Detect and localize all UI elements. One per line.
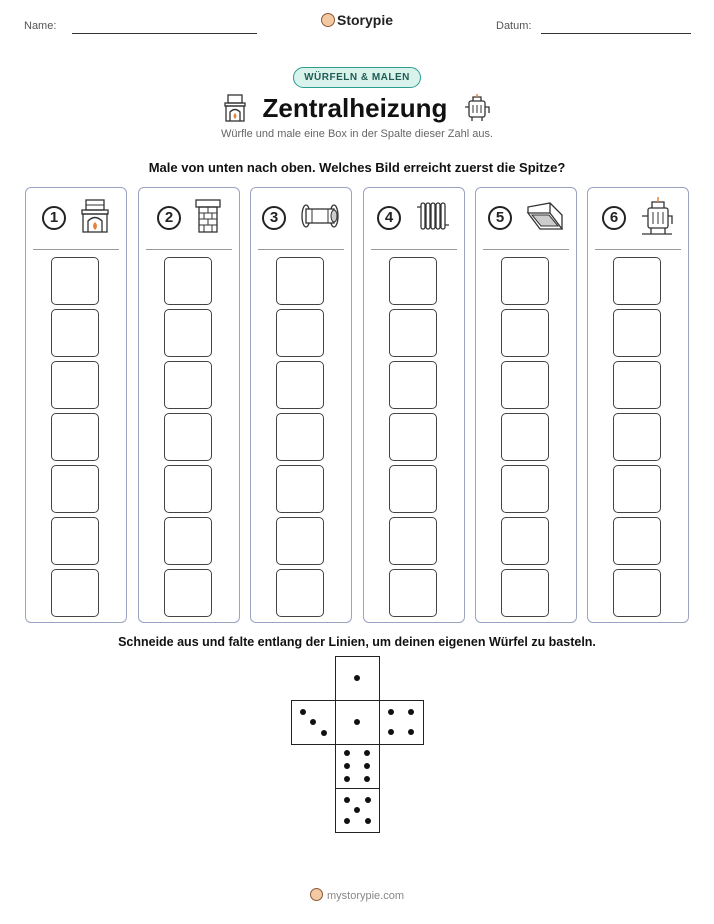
name-line[interactable] [72,33,257,34]
color-box[interactable] [276,257,324,305]
color-box[interactable] [164,413,212,461]
color-box[interactable] [51,309,99,357]
color-box[interactable] [501,413,549,461]
color-box[interactable] [164,517,212,565]
color-box[interactable] [501,465,549,513]
cut-instruction: Schneide aus und falte entlang der Linien, um deinen eigenen Würfel zu basteln. [118,635,596,649]
die-face-3 [291,700,336,745]
color-box[interactable] [51,465,99,513]
column-2 [138,187,240,623]
die-pip [364,776,370,782]
die-pip [408,729,414,735]
column-number: 6 [602,206,626,230]
die-pip [354,719,360,725]
column-5 [475,187,577,623]
die-face-4 [379,700,424,745]
die-pip [354,807,360,813]
column-divider [258,249,344,250]
fireplace-icon [80,199,110,238]
die-pip [344,763,350,769]
color-box[interactable] [501,517,549,565]
radiator-icon [415,201,451,236]
color-box[interactable] [51,361,99,409]
color-box[interactable] [276,569,324,617]
column-6 [587,187,689,623]
column-number: 2 [157,206,181,230]
column-divider [483,249,569,250]
column-number: 5 [488,206,512,230]
color-box[interactable] [389,517,437,565]
color-box[interactable] [389,413,437,461]
color-box[interactable] [51,569,99,617]
die-face-1 [335,700,380,745]
fireplace-icon [223,94,247,122]
color-box[interactable] [164,465,212,513]
instruction-text: Male von unten nach oben. Welches Bild erreicht zuerst die Spitze? [148,160,566,175]
die-pip [344,797,350,803]
page-title: Zentralheizung [262,92,448,123]
die-face-1 [335,656,380,701]
die-pip [354,675,360,681]
column-divider [33,249,119,250]
color-box[interactable] [164,361,212,409]
die-pip [388,729,394,735]
color-box[interactable] [501,569,549,617]
brand-name: Storypie [336,12,393,28]
color-box[interactable] [51,517,99,565]
color-box[interactable] [276,309,324,357]
color-box[interactable] [164,569,212,617]
die-pip [344,750,350,756]
color-box[interactable] [51,413,99,461]
date-label: Datum: [496,20,532,32]
color-box[interactable] [389,257,437,305]
die-face-5 [335,788,380,833]
boiler-icon [463,93,491,123]
color-box[interactable] [501,309,549,357]
column-header [26,188,126,248]
column-4 [363,187,465,623]
color-box[interactable] [613,465,661,513]
color-box[interactable] [389,569,437,617]
die-pip [344,776,350,782]
die-pip [310,719,316,725]
color-box[interactable] [276,517,324,565]
column-number: 1 [42,206,66,230]
column-header [476,188,576,248]
column-header [251,188,351,248]
boiler-icon [640,196,674,241]
die-pip [365,797,371,803]
column-header [139,188,239,248]
color-box[interactable] [613,413,661,461]
die-pip [364,750,370,756]
footer-url[interactable]: mystorypie.com [326,890,405,902]
die-pip [408,709,414,715]
column-divider [146,249,232,250]
die-pip [344,818,350,824]
color-box[interactable] [613,361,661,409]
storypie-logo-icon [321,13,335,27]
die-face-6 [335,744,380,789]
color-box[interactable] [276,465,324,513]
color-box[interactable] [276,361,324,409]
color-box[interactable] [389,361,437,409]
footer [0,888,714,902]
column-1 [25,187,127,623]
die-pip [364,763,370,769]
color-box[interactable] [389,465,437,513]
column-divider [371,249,457,250]
color-box[interactable] [613,517,661,565]
chimney-icon [195,199,221,238]
color-box[interactable] [164,257,212,305]
column-3 [250,187,352,623]
duct-icon [526,201,564,236]
die-pip [365,818,371,824]
column-header [588,188,688,248]
color-box[interactable] [51,257,99,305]
color-box[interactable] [164,309,212,357]
column-number: 3 [262,206,286,230]
pipe-icon [300,203,340,234]
column-number: 4 [377,206,401,230]
category-badge: WÜRFELN & MALEN [293,67,421,88]
color-box[interactable] [501,257,549,305]
color-box[interactable] [389,309,437,357]
color-box[interactable] [613,257,661,305]
color-box[interactable] [276,413,324,461]
color-box[interactable] [501,361,549,409]
die-pip [388,709,394,715]
date-line[interactable] [541,33,691,34]
subtitle: Würfle und male eine Box in der Spalte dieser Zahl aus. [220,128,494,140]
color-box[interactable] [613,569,661,617]
brand-logo [0,12,714,28]
die-pip [321,730,327,736]
column-header [364,188,464,248]
color-box[interactable] [613,309,661,357]
storypie-logo-icon [310,888,323,901]
column-divider [595,249,681,250]
die-pip [300,709,306,715]
name-label: Name: [24,20,57,32]
